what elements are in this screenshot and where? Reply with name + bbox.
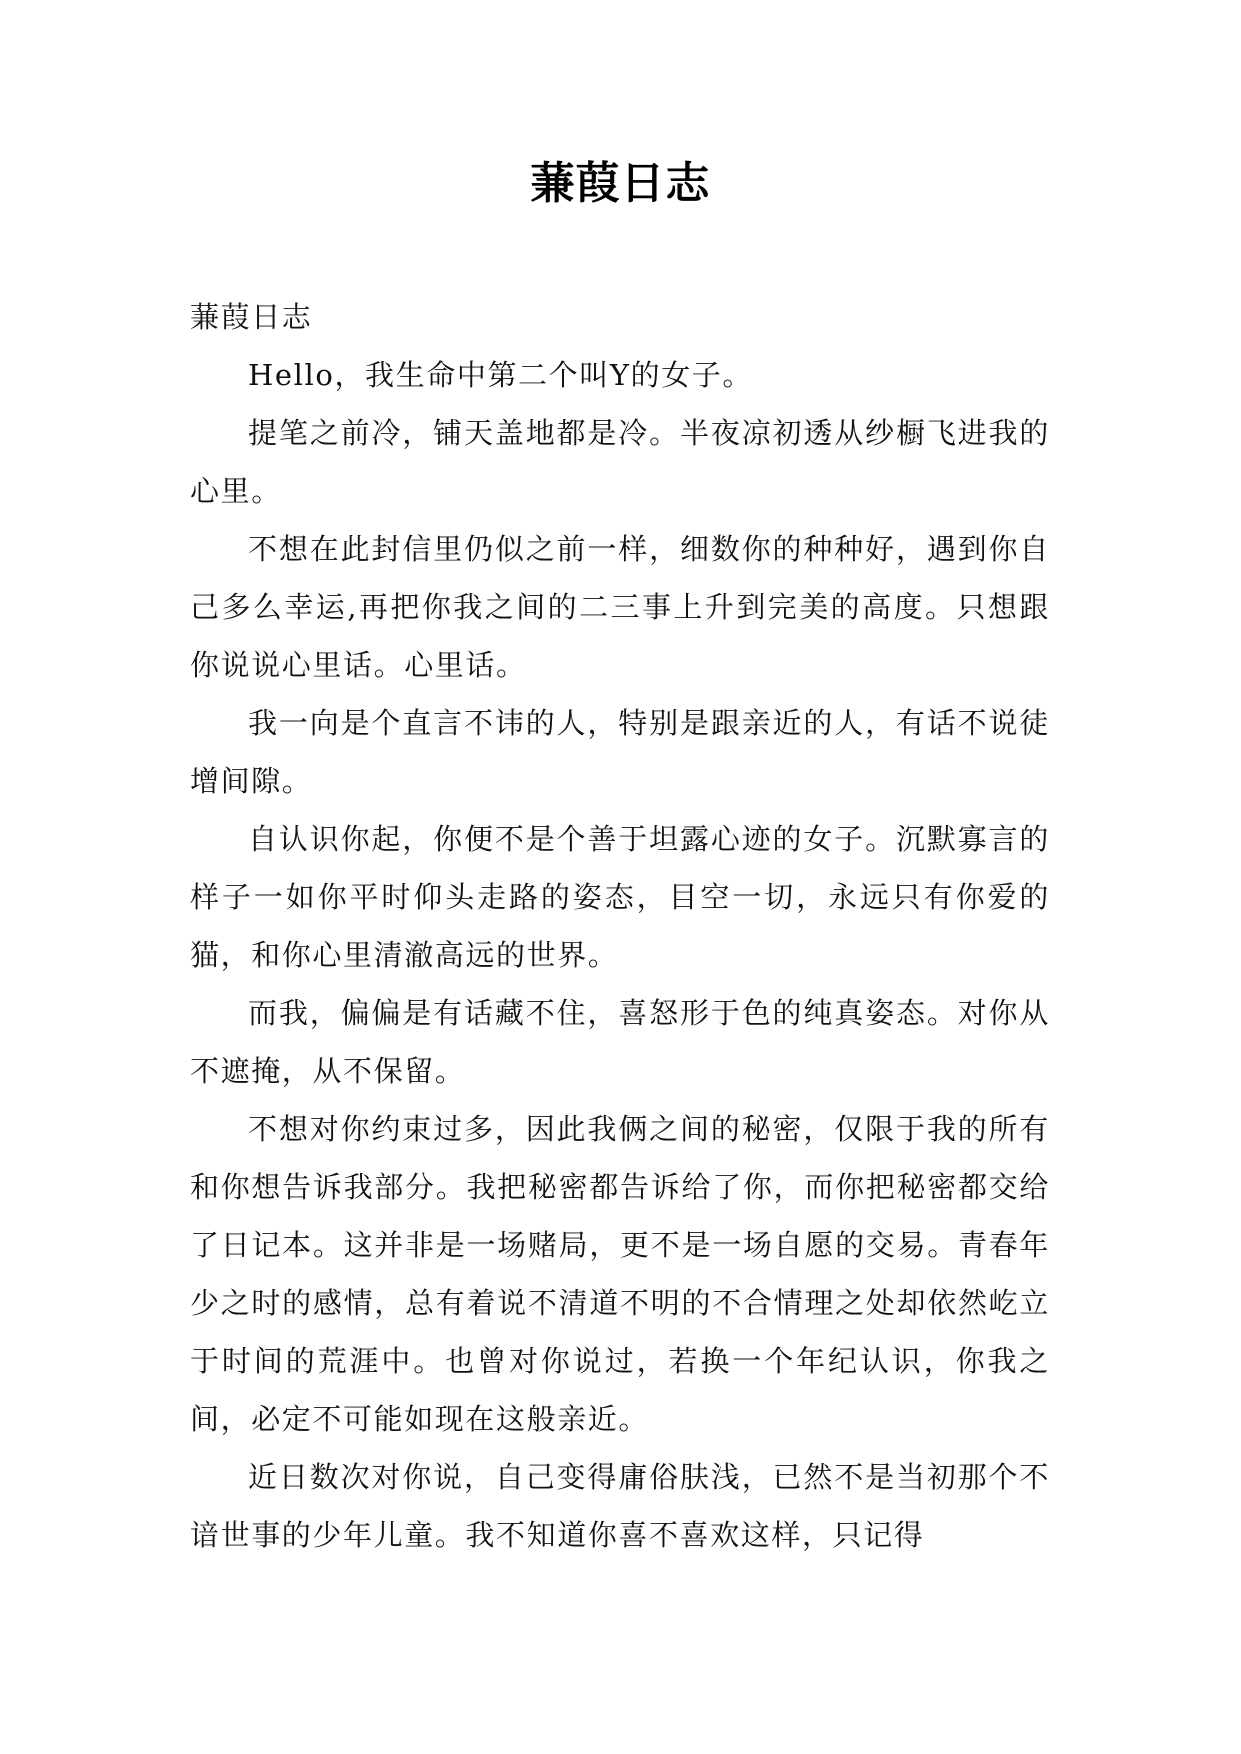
paragraph: 不想对你约束过多，因此我俩之间的秘密，仅限于我的所有和你想告诉我部分。我把秘密都告诉给了你，而你把秘密都交给了日记本。这并非是一场赌局，更不是一场自愿的交易。青春年少之时的感情，总有着说不清道不明的不合情理之处却依然屹立于时间的荒涯中。也曾对你说过，若换一个年纪认识，你我之间，必定不可能如现在这般亲近。 [190, 1112, 1050, 1436]
paragraph: 而我，偏偏是有话藏不住，喜怒形于色的纯真姿态。对你从不遮掩，从不保留。 [190, 996, 1050, 1088]
document-title: 蒹葭日志 [530, 158, 711, 209]
document-heading: 蒹葭日志 [190, 300, 313, 334]
document-body [190, 288, 1050, 1564]
paragraph: 我一向是个直言不讳的人，特别是跟亲近的人，有话不说徒增间隙。 [190, 706, 1050, 798]
paragraph: 提笔之前冷，铺天盖地都是冷。半夜凉初透从纱橱飞进我的心里。 [190, 416, 1050, 508]
paragraph: 近日数次对你说，自己变得庸俗肤浅，已然不是当初那个不谙世事的少年儿童。我不知道你喜不喜欢这样，只记得 [190, 1460, 1050, 1552]
paragraph: Hello，我生命中第二个叫Y的女子。 [248, 358, 754, 392]
paragraph: 自认识你起，你便不是个善于坦露心迹的女子。沉默寡言的样子一如你平时仰头走路的姿态，目空一切，永远只有你爱的猫，和你心里清澈高远的世界。 [190, 822, 1050, 972]
paragraph: 不想在此封信里仍似之前一样，细数你的种种好，遇到你自己多么幸运,再把你我之间的二三事上升到完美的高度。只想跟你说说心里话。心里话。 [190, 532, 1050, 682]
